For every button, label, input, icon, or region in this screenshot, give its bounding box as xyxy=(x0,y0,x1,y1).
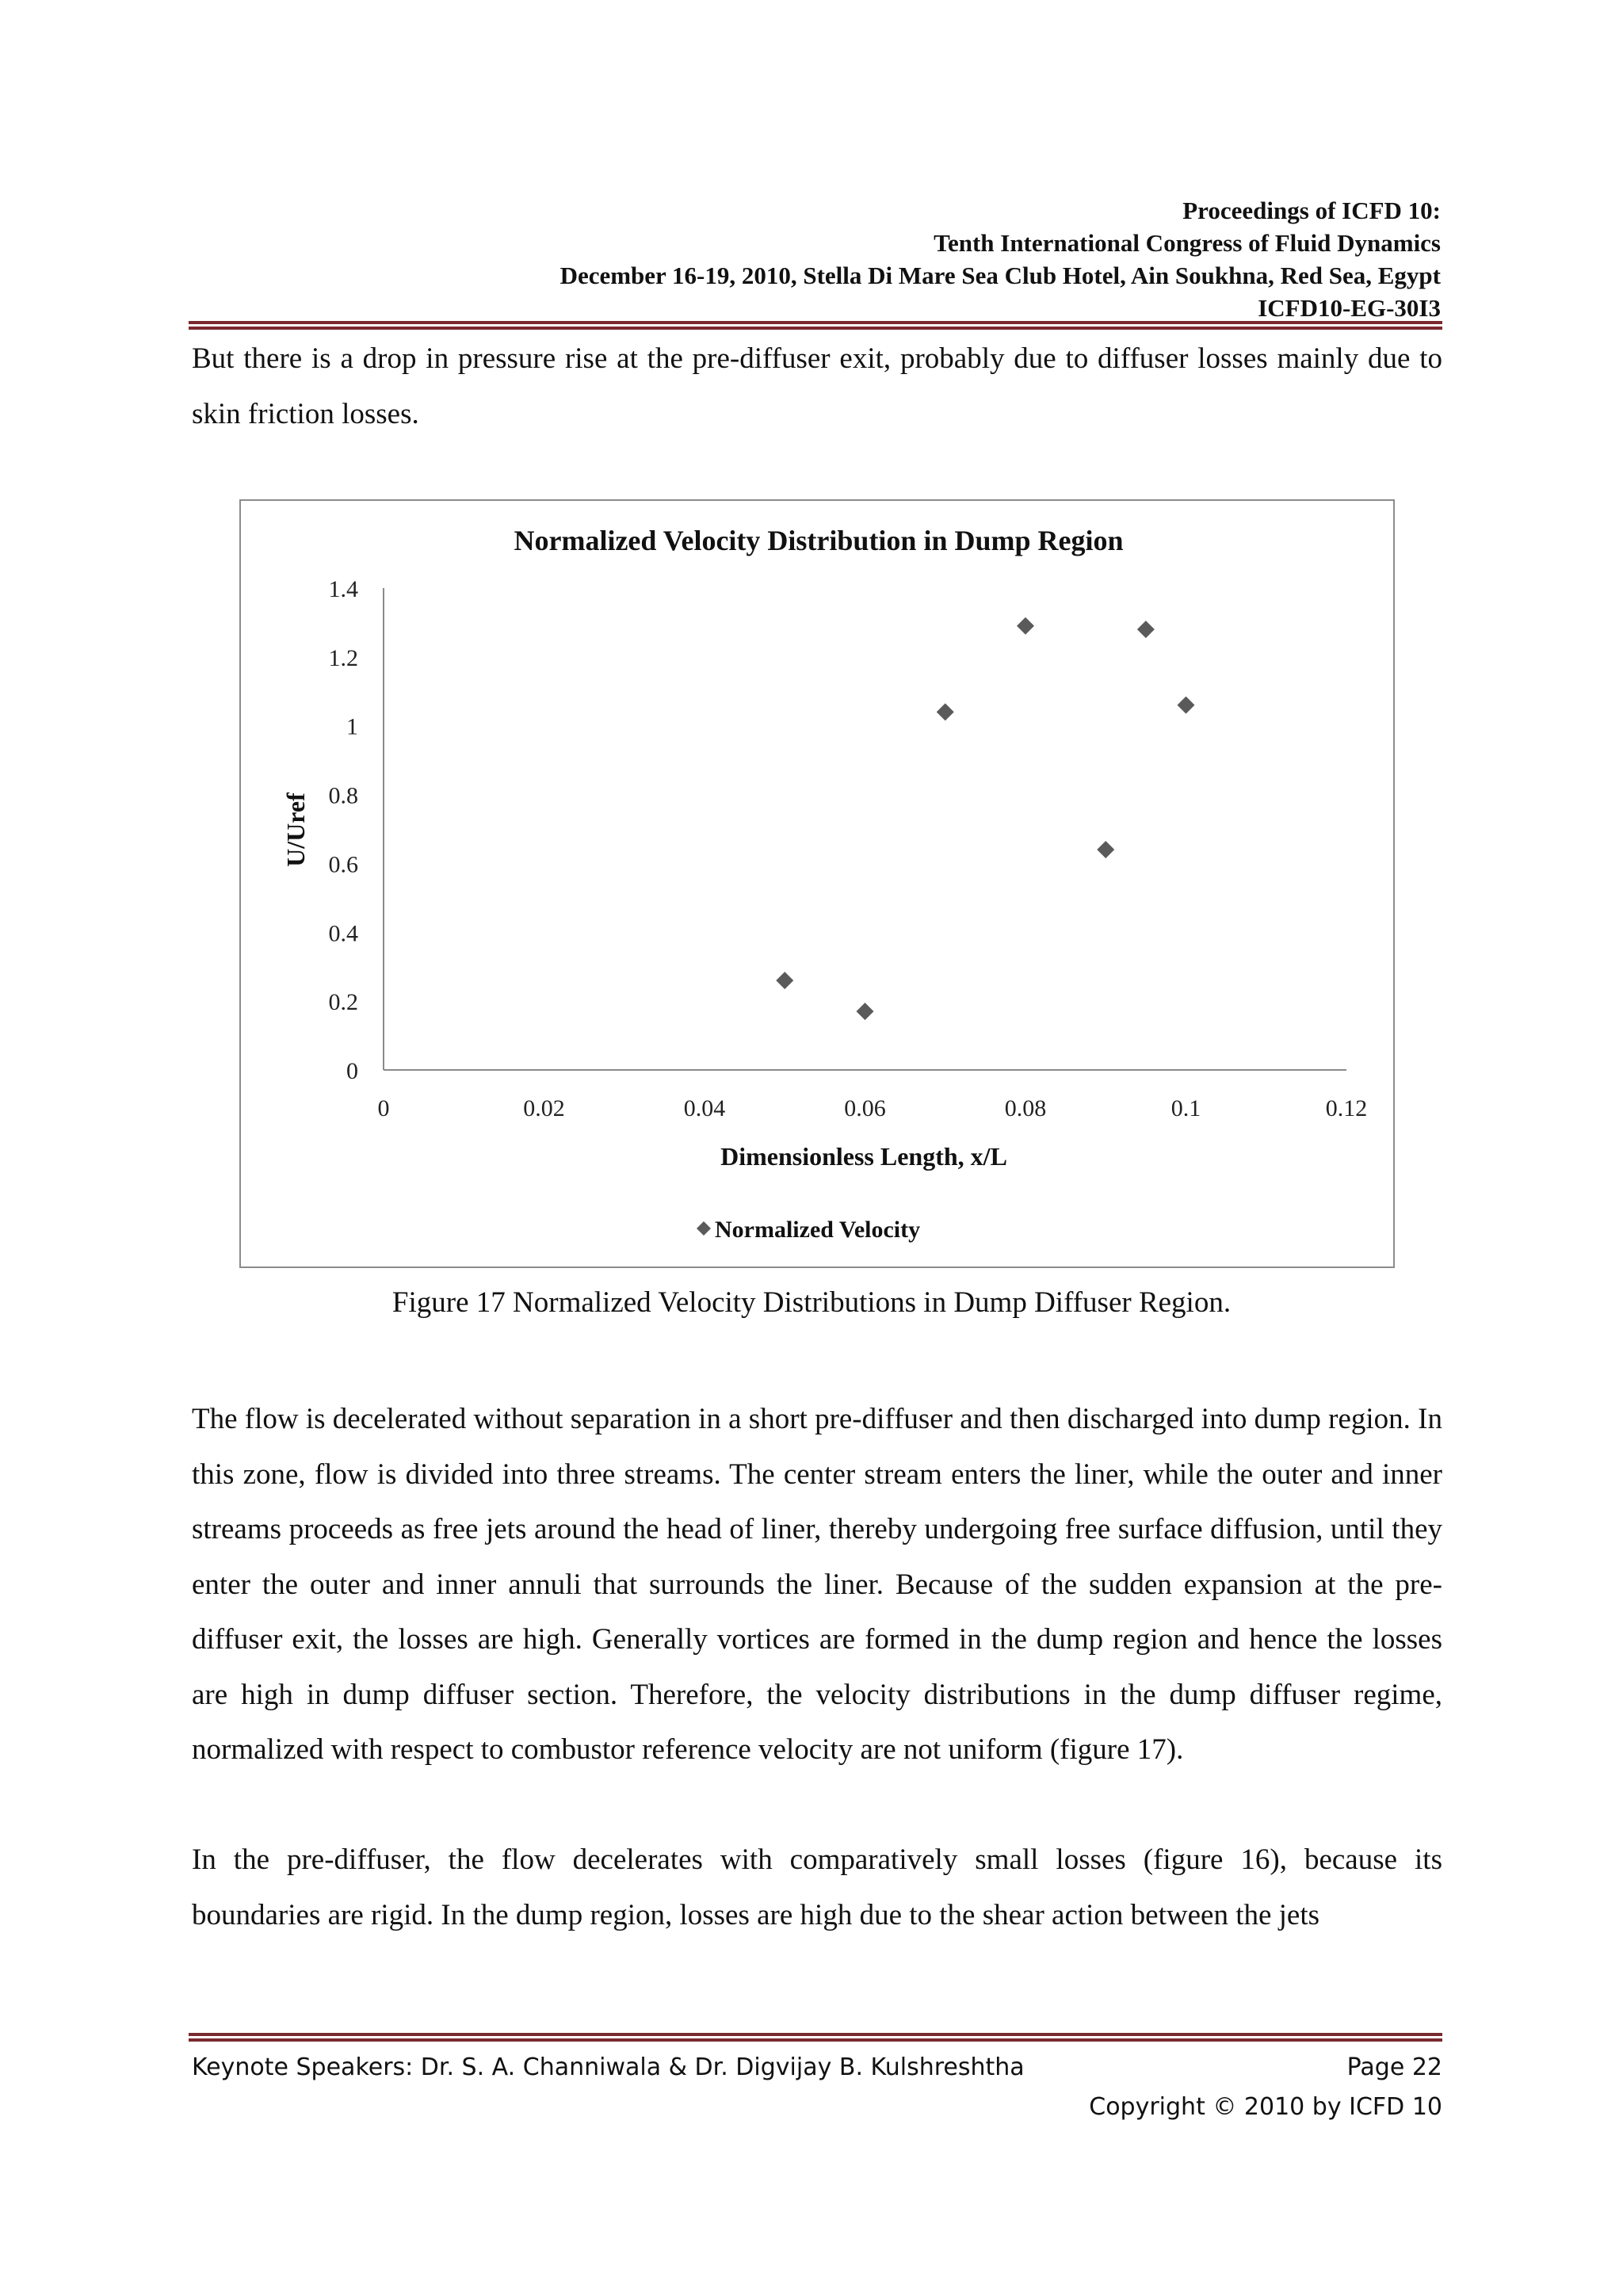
figure-caption: Figure 17 Normalized Velocity Distributions in Dump Diffuser Region. xyxy=(391,1286,1232,1319)
y-tick-label: 0.8 xyxy=(328,782,358,809)
chart-axes xyxy=(384,588,1346,1070)
figure-17-chart xyxy=(239,499,1395,1268)
page-number: Page 22 xyxy=(1346,2053,1442,2081)
header-line-4: ICFD10-EG-30I3 xyxy=(1258,294,1441,322)
chart-legend xyxy=(697,1217,920,1243)
header-line-1: Proceedings of ICFD 10: xyxy=(1182,197,1441,224)
x-tick-labels xyxy=(378,1095,1368,1121)
legend-marker xyxy=(697,1221,711,1236)
data-point xyxy=(1017,617,1034,635)
y-tick-label: 0.6 xyxy=(328,851,358,878)
x-tick-label: 0.06 xyxy=(844,1095,886,1121)
header-rule xyxy=(189,321,1442,330)
x-tick-label: 0 xyxy=(377,1095,390,1121)
x-tick-label: 0.1 xyxy=(1170,1095,1201,1121)
x-tick-label: 0.02 xyxy=(523,1095,565,1121)
y-tick-label: 0.4 xyxy=(328,920,358,947)
data-point xyxy=(937,703,954,720)
data-point xyxy=(1178,697,1195,714)
x-tick-label: 0.12 xyxy=(1325,1095,1368,1121)
x-tick-label: 0.04 xyxy=(683,1095,726,1121)
legend-label: Normalized Velocity xyxy=(715,1217,921,1243)
footer-rule xyxy=(189,2033,1442,2042)
header-line-2: Tenth International Congress of Fluid Dynamics xyxy=(934,229,1441,257)
footer-speakers: Keynote Speakers: Dr. S. A. Channiwala & Dr. Digvijay B. Kulshreshtha xyxy=(192,2053,1025,2081)
proceedings-header xyxy=(190,194,1441,324)
data-point xyxy=(1097,841,1114,858)
y-tick-label: 0 xyxy=(346,1058,358,1084)
paragraph-last: In the pre-diffuser, the flow decelerates with comparatively small losses (figure 16), because its boundaries are rigid. In the dump region, losses are high due to the shear action between the jets xyxy=(192,1843,1442,1931)
x-tick-label: 0.08 xyxy=(1004,1095,1047,1121)
chart-title: Normalized Velocity Distribution in Dump Region xyxy=(514,525,1124,556)
paragraph-top: But there is a drop in pressure rise at the pre-diffuser exit, probably due to diffuser losses mainly due to skin friction losses. xyxy=(192,342,1442,430)
y-tick-label: 1 xyxy=(346,713,358,740)
y-tick-label: 1.2 xyxy=(328,644,358,671)
copyright-notice: Copyright © 2010 by ICFD 10 xyxy=(1089,2093,1442,2121)
data-point xyxy=(776,972,793,989)
y-tick-label: 0.2 xyxy=(328,989,358,1016)
y-tick-label: 1.4 xyxy=(328,576,358,602)
y-axis-label: U/Uref xyxy=(281,793,310,867)
data-point xyxy=(1137,621,1155,638)
data-point xyxy=(857,1003,874,1020)
scatter-chart xyxy=(241,501,1396,1270)
data-points xyxy=(776,617,1194,1020)
header-line-3: December 16-19, 2010, Stella Di Mare Sea Club Hotel, Ain Soukhna, Red Sea, Egypt xyxy=(559,262,1441,289)
y-tick-labels xyxy=(329,576,359,1084)
paragraph-main: The flow is decelerated without separation in a short pre-diffuser and then discharged into dump region. In this zone, flow is divided into three streams. The center stream enters the liner, while the outer and inner streams proceeds as free jets around the head of liner, thereby undergoing free surface diffusion, until they enter the outer and inner annuli that surrounds the liner. Because of the sudden expansion at the pre-diffuser exit, the losses are high. Generally vortices are formed in the dump region and hence the losses are high in dump diffuser section. Therefore, the velocity distributions in the dump diffuser regime, normalized with respect to combustor reference velocity are not uniform (figure 17). xyxy=(192,1403,1442,1766)
x-axis-label: Dimensionless Length, x/L xyxy=(720,1142,1007,1171)
